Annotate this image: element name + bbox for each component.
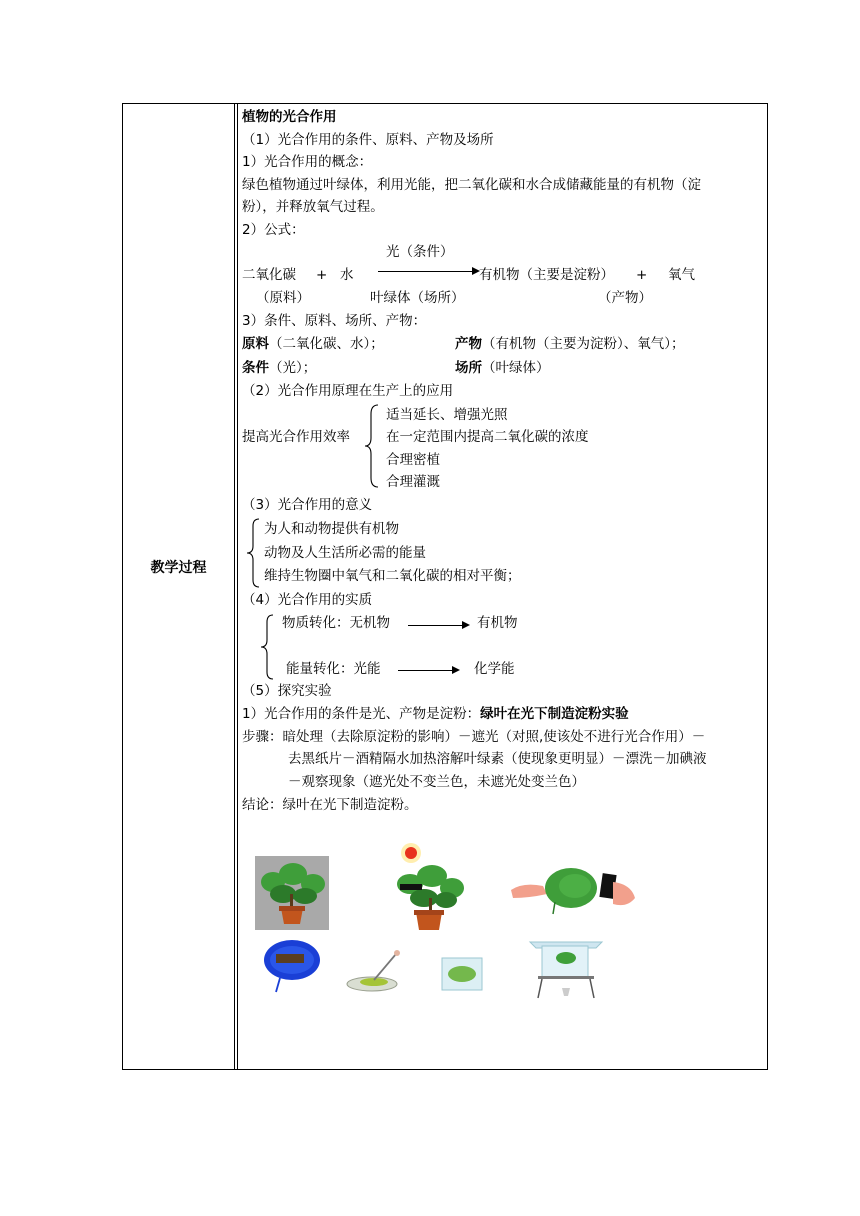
application-item-1: 适当延长、增强光照 xyxy=(386,407,508,423)
heading-1-3: 3）条件、原料、场所、产物： xyxy=(242,313,427,329)
formula-arrow xyxy=(378,271,478,272)
experiment-title xyxy=(242,703,629,725)
formula-reactant-1: 二氧化碳 xyxy=(242,267,296,283)
remove-black-paper-image xyxy=(509,864,639,920)
product-val: （有机物（主要为淀粉）、氧气）； xyxy=(482,336,685,352)
steps-line-1: 步骤：暗处理（去除原淀粉的影响）－遮光（对照,使该处不进行光合作用）－ xyxy=(242,729,706,745)
formula-condition: 光（条件） xyxy=(386,244,454,260)
products xyxy=(455,333,685,355)
place xyxy=(455,357,550,379)
application-item-3: 合理密植 xyxy=(386,452,440,468)
rinse-dish-image xyxy=(344,950,410,994)
significance-item-3: 维持生物圈中氧气和二氧化碳的相对平衡； xyxy=(264,568,521,584)
energy-conversion-to: 化学能 xyxy=(474,661,515,677)
heading-5: （5）探究实验 xyxy=(242,683,332,699)
cond-val: （光）； xyxy=(269,360,317,376)
conclusion: 结论：绿叶在光下制造淀粉。 xyxy=(242,797,418,813)
brace-application xyxy=(364,404,382,488)
heading-3: （3）光合作用的意义 xyxy=(242,497,373,513)
formula-label-product: （产物） xyxy=(598,290,652,306)
formula-product-1: 有机物（主要是淀粉） xyxy=(479,267,614,283)
place-key: 场所 xyxy=(455,360,482,376)
formula-label-raw: （原料） xyxy=(256,290,310,306)
steps-line-3: －观察现象（遮光处不变兰色，未遮光处变兰色） xyxy=(288,774,585,790)
place-val: （叶绿体） xyxy=(482,360,550,376)
heading-4: （4）光合作用的实质 xyxy=(242,592,373,608)
product-key: 产物 xyxy=(455,336,482,352)
heading-1: （1）光合作用的条件、原料、产物及场所 xyxy=(242,132,494,148)
energy-arrow xyxy=(398,670,458,671)
steps-line-2: 去黑纸片－酒精隔水加热溶解叶绿素（使现象更明显）－漂洗－加碘液 xyxy=(288,751,707,767)
shaded-leaf-plant-image xyxy=(394,840,466,932)
formula-product-2: 氧气 xyxy=(668,267,695,283)
experiment-name: 绿叶在光下制造淀粉实验 xyxy=(480,706,629,722)
significance-item-2: 动物及人生活所必需的能量 xyxy=(264,545,426,561)
application-head: 提高光合作用效率 xyxy=(242,429,350,445)
column-divider-inner xyxy=(237,104,238,1069)
row-label: 教学过程 xyxy=(150,560,207,576)
concept-line-1: 绿色植物通过叶绿体，利用光能，把二氧化碳和水合成储藏能量的有机物（淀 xyxy=(242,177,701,193)
formula-reactant-2: 水 xyxy=(340,267,354,283)
energy-conversion: 能量转化：光能 xyxy=(286,661,381,677)
raw-materials xyxy=(242,333,384,355)
formula-plus-2: + xyxy=(636,267,648,283)
formula-plus-1: + xyxy=(316,267,328,283)
brace-significance xyxy=(246,518,262,588)
alcohol-beaker-image xyxy=(440,956,486,992)
water-bath-heating-image xyxy=(528,936,604,1000)
dark-treatment-plant-image xyxy=(255,856,329,930)
matter-conversion-to: 有机物 xyxy=(477,615,518,631)
iodine-stained-leaf-image xyxy=(262,938,322,994)
application-item-2: 在一定范围内提高二氧化碳的浓度 xyxy=(386,429,589,445)
conditions xyxy=(242,357,316,379)
matter-conversion: 物质转化：无机物 xyxy=(282,615,390,631)
experiment-prefix: 1）光合作用的条件是光、产物是淀粉： xyxy=(242,706,481,722)
column-divider xyxy=(234,104,235,1069)
significance-item-1: 为人和动物提供有机物 xyxy=(264,521,399,537)
concept-line-2: 粉），并释放氧气过程。 xyxy=(242,199,384,215)
brace-essence xyxy=(260,614,276,680)
heading-1-1: 1）光合作用的概念： xyxy=(242,154,373,170)
section-title: 植物的光合作用 xyxy=(242,109,337,125)
formula-label-place: 叶绿体（场所） xyxy=(370,290,465,306)
cond-key: 条件 xyxy=(242,360,269,376)
matter-arrow xyxy=(408,625,468,626)
heading-2: （2）光合作用原理在生产上的应用 xyxy=(242,383,454,399)
application-item-4: 合理灌溉 xyxy=(386,474,440,490)
heading-1-2: 2）公式： xyxy=(242,222,305,238)
raw-key: 原料 xyxy=(242,336,269,352)
raw-val: （二氧化碳、水）； xyxy=(269,336,384,352)
